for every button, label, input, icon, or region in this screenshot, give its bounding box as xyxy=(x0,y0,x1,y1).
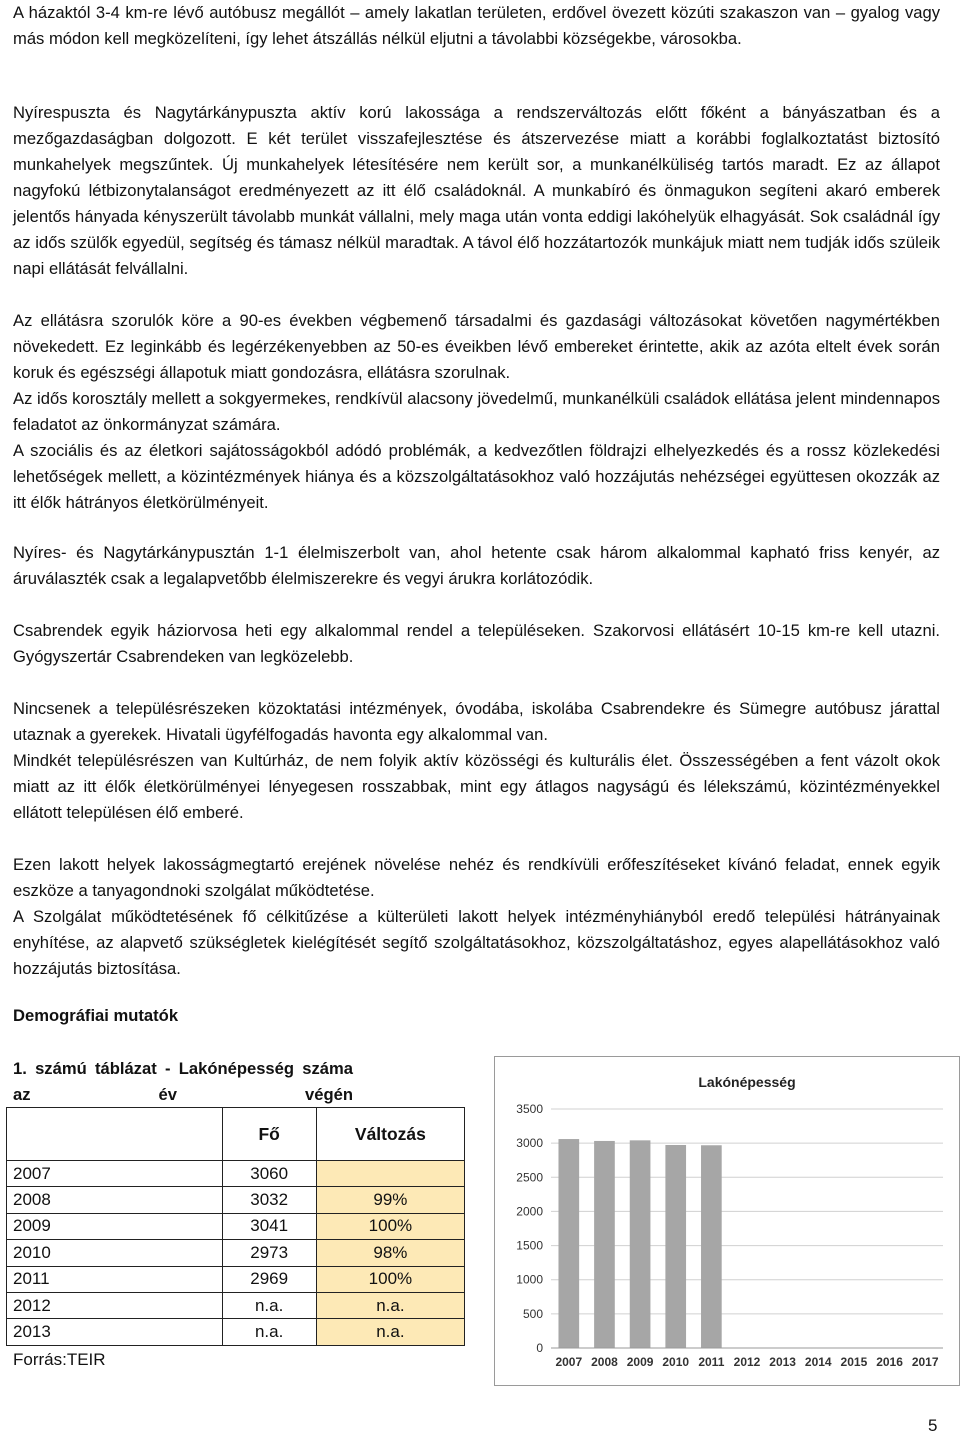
table-row xyxy=(7,1319,465,1345)
chart-x-tick-label: 2016 xyxy=(876,1355,903,1369)
table-row xyxy=(7,1161,465,1187)
table-row xyxy=(7,1187,465,1213)
paragraph-shops: Nyíres- és Nagytárkánypusztán 1-1 élelmiszerbolt van, ahol hetente csak három alkalommal kapható friss kenyér, az áruválaszték csak a legalapvetőbb élelmiszerekre és vegyi árukra korlátozódik. xyxy=(13,543,940,588)
paragraph-retention: Ezen lakott helyek lakosságmegtartó erejének növelése nehéz és rendkívüli erőfeszítéseket kívánó feladat, ennek egyik eszköze a tanyagondnoki szolgálat működtetése. xyxy=(13,855,940,900)
paragraph-service-goal: A Szolgálat működtetésének fő célkitűzése a külterületi lakott helyek intézményhiányból eredő települési hátrányainak enyhítése, az alapvető szükségletek kielégítését segítő szolgáltatásokhoz, közszolgáltatáshoz, egyes alapellátásokhoz való hozzájutás biztosítása. xyxy=(13,907,940,978)
paragraph-families: Az idős korosztály mellett a sokgyermekes, rendkívül alacsony jövedelmű, munkanélküli családok ellátása jelent mindennapos feladatot az önkormányzat számára. xyxy=(13,389,940,434)
table-cell-change xyxy=(316,1161,464,1187)
table-cell-year: 2008 xyxy=(7,1187,223,1213)
chart-y-tick-label: 2000 xyxy=(516,1204,543,1219)
section-heading: Demográfiai mutatók xyxy=(13,1006,179,1025)
table-cell-year: 2011 xyxy=(7,1266,223,1292)
chart-y-tick-label: 500 xyxy=(522,1306,543,1321)
table-cell-count: 2973 xyxy=(222,1240,316,1266)
table-source: Forrás:TEIR xyxy=(13,1350,106,1369)
paragraph-employment: Nyírespuszta és Nagytárkánypuszta aktív korú lakossága a rendszerváltozás előtt főként a bányászatban és a mezőgazdaságban dolgozott. E két terület visszafejlesztése és átszervezése miatt a korábbi foglalkoztatást biztosító munkahelyek megszűntek. Új munkahelyek létesítésére nem került sor, a munkanélküliség tartós maradt. Ez az állapot nagyfokú létbizonytalanságot eredményezett az itt élő családoknál. A munkabíró és önmagukon segíteni akaró emberek jelentős hányada kényszerült távolabb munkát vállalni, mely maga után vonta eddigi lakóhelyük elhagyását. Sok családnál így az idős szülők egyedül, segítség és támasz nélkül maradtak. A távol élő hozzátartozók munkájuk miatt nem tudják idős szüleik napi ellátását felvállalni. xyxy=(13,103,940,278)
page-number: 5 xyxy=(928,1416,938,1435)
table-cell-change: 100% xyxy=(316,1266,464,1292)
table-row xyxy=(7,1213,465,1239)
table-row xyxy=(7,1266,465,1292)
paragraph-care-needs: Az ellátásra szorulók köre a 90-es években végbemenő társadalmi és gazdasági változásokat követően nagymértékben növekedett. Ez leginkább és legérzékenyebben az 50-es éveikben lévő embereket érintette, akik az azóta eltelt évek során koruk és egészségi állapotuk miatt gondozásra, ellátásra szorulnak. xyxy=(13,311,940,382)
table-cell-count: 3060 xyxy=(222,1161,316,1187)
table-cell-year: 2009 xyxy=(7,1213,223,1239)
table-cell-change: n.a. xyxy=(316,1292,464,1318)
paragraph-education: Nincsenek a településrészeken közoktatási intézmények, óvodába, iskolába Csabrendekre és Sümegre autóbusz járattal utaznak a gyerekek. Hivatali ügyfélfogadás havonta egy alkalommal van. xyxy=(13,699,940,744)
table-cell-count: 3032 xyxy=(222,1187,316,1213)
chart-y-tick-label: 2500 xyxy=(516,1170,543,1185)
table-row xyxy=(7,1240,465,1266)
table-cell-count: 2969 xyxy=(222,1266,316,1292)
table-cell-year: 2007 xyxy=(7,1161,223,1187)
chart-x-tick-label: 2013 xyxy=(769,1355,796,1369)
table-cell-year: 2012 xyxy=(7,1292,223,1318)
chart-x-tick-label: 2012 xyxy=(733,1355,761,1369)
chart-x-tick-label: 2007 xyxy=(555,1355,583,1369)
table-cell-change: 99% xyxy=(316,1187,464,1213)
chart-x-tick-label: 2017 xyxy=(911,1355,939,1369)
chart-x-tick-label: 2010 xyxy=(662,1355,690,1369)
chart-bar xyxy=(701,1145,722,1348)
chart-title: Lakónépesség xyxy=(698,1074,796,1090)
paragraph-bus-stop: A házaktól 3-4 km-re lévő autóbusz megállót – amely lakatlan területen, erdővel övezett közúti szakaszon van – gyalog vagy más módon kell megközelíteni, így lehet átszállás nélkül eljutni a távolabbi községekbe, városokba. xyxy=(13,3,940,48)
table-cell-change: 100% xyxy=(316,1213,464,1239)
table-cell-count: 3041 xyxy=(222,1213,316,1239)
paragraph-health: Csabrendek egyik háziorvosa heti egy alkalommal rendel a településeken. Szakorvosi ellátásért 10-15 km-re kell utazni. Gyógyszertár Csabrendeken van legközelebb. xyxy=(13,621,940,666)
chart-bar xyxy=(594,1141,615,1348)
table-cell-count: n.a. xyxy=(222,1319,316,1345)
population-chart-svg xyxy=(495,1057,959,1385)
table-cell-change: n.a. xyxy=(316,1319,464,1345)
table-cell-change: 98% xyxy=(316,1240,464,1266)
chart-x-tick-label: 2011 xyxy=(698,1355,725,1369)
population-chart xyxy=(494,1056,960,1386)
population-table xyxy=(6,1107,465,1346)
table-header-row xyxy=(7,1108,465,1161)
chart-y-tick-label: 1500 xyxy=(516,1238,543,1253)
table-cell-year: 2013 xyxy=(7,1319,223,1345)
chart-x-tick-label: 2015 xyxy=(840,1355,868,1369)
chart-y-tick-label: 3000 xyxy=(516,1136,543,1151)
chart-bar xyxy=(630,1140,651,1348)
chart-y-tick-label: 1000 xyxy=(516,1272,543,1287)
chart-y-tick-label: 3500 xyxy=(516,1102,543,1116)
chart-x-tick-label: 2014 xyxy=(804,1355,832,1369)
table-header-count: Fő xyxy=(222,1108,316,1161)
chart-y-tick-label: 0 xyxy=(536,1341,543,1355)
table-row xyxy=(7,1292,465,1318)
table-header-change: Változás xyxy=(316,1108,464,1161)
table-cell-year: 2010 xyxy=(7,1240,223,1266)
table-cell-count: n.a. xyxy=(222,1292,316,1318)
table-caption: 1. számú táblázat - Lakónépesség száma az év végén xyxy=(13,1059,353,1104)
paragraph-disadvantages: A szociális és az életkori sajátosságokból adódó problémák, a kedvezőtlen földrajzi elhelyezkedés és a rossz közlekedési lehetőségek mellett, a közintézmények hiánya és a közszolgáltatásokhoz való hozzájutás nehézségei együttesen okozzák az itt élők hátrányos életkörülményeit. xyxy=(13,441,940,512)
paragraph-culture: Mindkét településrészen van Kultúrház, de nem folyik aktív közösségi és kulturális élet. Összességében a fent vázolt okok miatt az itt élők életkörülményei lényegesen rosszabbak, mint egy átlagos nagyságú és lélekszámú, közintézményekkel ellátott településen élő emberé. xyxy=(13,751,940,822)
chart-x-tick-label: 2008 xyxy=(591,1355,618,1369)
chart-bar xyxy=(665,1145,686,1348)
chart-x-tick-label: 2009 xyxy=(626,1355,654,1369)
table-header-year xyxy=(7,1108,223,1161)
chart-bar xyxy=(558,1139,579,1348)
